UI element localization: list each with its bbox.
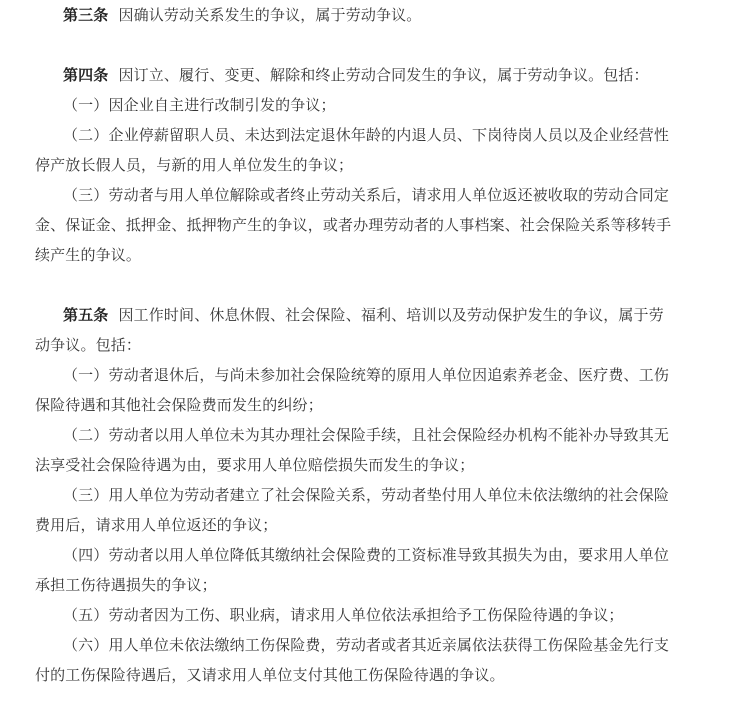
article-5-item-2: （二）劳动者以用人单位未为其办理社会保险手续，且社会保险经办机构不能补办导致其无	[63, 426, 670, 444]
article-4-item-2-cont: 停产放长假人员，与新的用人单位发生的争议；	[35, 156, 354, 174]
article-4-item-3-cont-1: 金、保证金、抵押金、抵押物产生的争议，或者办理劳动者的人事档案、社会保险关系等移转手	[35, 216, 672, 234]
article-5-label: 第五条	[63, 306, 109, 324]
article-5-item-6: （六）用人单位未依法缴纳工伤保险费，劳动者或者其近亲属依法获得工伤保险基金先行支	[63, 636, 670, 654]
article-5-line-1	[63, 305, 664, 325]
article-3-label: 第三条	[63, 6, 109, 24]
article-5-item-4: （四）劳动者以用人单位降低其缴纳社会保险费的工资标准导致其损失为由，要求用人单位	[63, 546, 670, 564]
article-5-item-2-cont: 法享受社会保险待遇为由，要求用人单位赔偿损失而发生的争议；	[35, 456, 475, 474]
article-3-line-1	[63, 5, 421, 25]
article-5-item-3-cont: 费用后，请求用人单位返还的争议；	[35, 516, 278, 534]
article-4-item-1: （一）因企业自主进行改制引发的争议；	[63, 96, 336, 114]
article-5-line-2: 动争议。包括：	[35, 336, 142, 354]
article-4-line-1	[63, 65, 649, 85]
article-4-item-2: （二）企业停薪留职人员、未达到法定退休年龄的内退人员、下岗待岗人员以及企业经营性	[63, 126, 670, 144]
article-5-item-6-cont: 付的工伤保险待遇后，又请求用人单位支付其他工伤保险待遇的争议。	[35, 666, 505, 684]
article-3-text: 因确认劳动关系发生的争议，属于劳动争议。	[118, 6, 422, 24]
article-4-text: 因订立、履行、变更、解除和终止劳动合同发生的争议，属于劳动争议。包括：	[118, 66, 649, 84]
article-5-item-1: （一）劳动者退休后，与尚未参加社会保险统筹的原用人单位因追索养老金、医疗费、工伤	[63, 366, 670, 384]
article-5-item-4-cont: 承担工伤待遇损失的争议；	[35, 576, 217, 594]
article-4-item-3: （三）劳动者与用人单位解除或者终止劳动关系后，请求用人单位返还被收取的劳动合同定	[63, 186, 670, 204]
article-5-item-1-cont: 保险待遇和其他社会保险费而发生的纠纷；	[35, 396, 323, 414]
article-5-text: 因工作时间、休息休假、社会保险、福利、培训以及劳动保护发生的争议，属于劳	[118, 306, 664, 324]
article-5-item-5: （五）劳动者因为工伤、职业病，请求用人单位依法承担给予工伤保险待遇的争议；	[63, 606, 624, 624]
article-5-item-3: （三）用人单位为劳动者建立了社会保险关系，劳动者垫付用人单位未依法缴纳的社会保险	[63, 486, 670, 504]
article-4-item-3-cont-2: 续产生的争议。	[35, 246, 142, 264]
article-4-label: 第四条	[63, 66, 109, 84]
